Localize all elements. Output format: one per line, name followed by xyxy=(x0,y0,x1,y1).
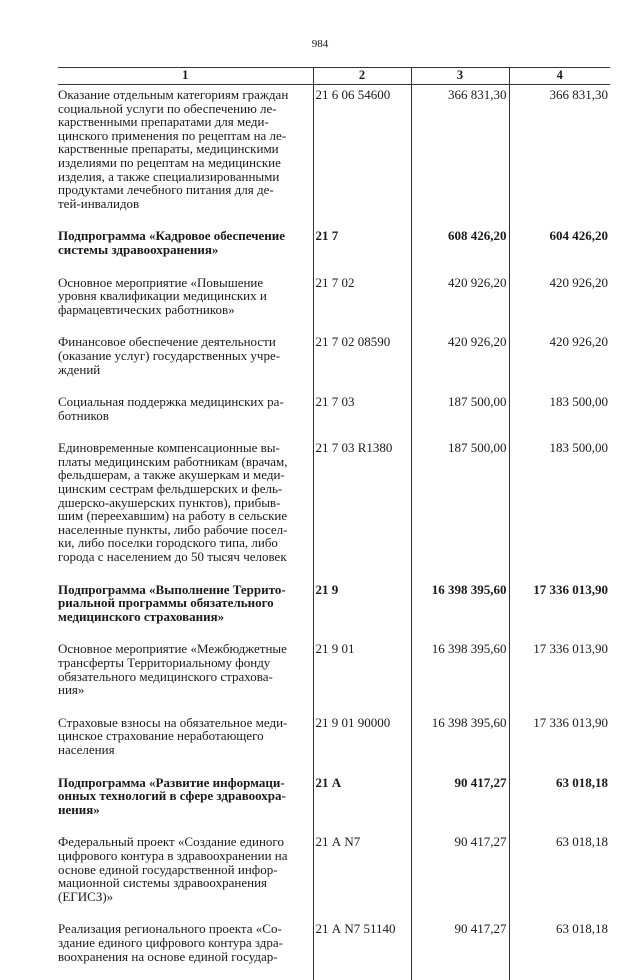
row-name-line: тей-инвалидов xyxy=(58,197,311,211)
row-amount-col4: 183 500,00 xyxy=(509,439,610,580)
row-name-line: (ЕГИСЗ)» xyxy=(58,890,311,904)
row-name-line: социальной услуги по обеспечению ле- xyxy=(58,102,311,116)
page-number: 984 xyxy=(0,38,640,50)
table-row xyxy=(58,85,610,228)
row-name-line: населения xyxy=(58,743,311,757)
row-amount-col4: 63 018,18 xyxy=(509,774,610,834)
row-amount-col4: 420 926,20 xyxy=(509,274,610,334)
row-name-line: фельдшерам, а также акушеркам и меди- xyxy=(58,468,311,482)
row-name-line: изделиями по рецептам на медицинские xyxy=(58,156,311,170)
row-name-line: изделия, а также специализированными xyxy=(58,170,311,184)
row-amount-col3: 420 926,20 xyxy=(411,333,509,393)
row-name-line: уровня квалификации медицинских и xyxy=(58,289,311,303)
row-name-line: системы здравоохранения» xyxy=(58,243,311,257)
header-col-3: 3 xyxy=(411,68,509,85)
header-col-1: 1 xyxy=(58,68,313,85)
row-code-cell: 21 7 02 08590 xyxy=(313,333,411,393)
row-name-line: Федеральный проект «Создание единого xyxy=(58,835,311,849)
row-name-line: ботников xyxy=(58,409,311,423)
row-code-cell: 21 9 01 xyxy=(313,640,411,713)
row-code-cell: 21 7 xyxy=(313,227,411,273)
row-amount-col4: 604 426,20 xyxy=(509,227,610,273)
budget-table xyxy=(58,67,610,980)
row-amount-col4: 17 336 013,90 xyxy=(509,581,610,641)
header-col-4: 4 xyxy=(509,68,610,85)
row-code-cell: 21 9 xyxy=(313,581,411,641)
row-amount-col4: 17 336 013,90 xyxy=(509,714,610,774)
table-row xyxy=(58,581,610,641)
row-name-line: Финансовое обеспечение деятельности xyxy=(58,335,311,349)
row-amount-col3: 187 500,00 xyxy=(411,439,509,580)
row-amount-col4: 63 018,18 xyxy=(509,920,610,980)
row-code-cell: 21 7 02 xyxy=(313,274,411,334)
table-row xyxy=(58,439,610,580)
row-amount-col4: 420 926,20 xyxy=(509,333,610,393)
row-name-cell xyxy=(58,774,313,834)
row-name-line: нения» xyxy=(58,803,311,817)
row-name-line: Подпрограмма «Развитие информаци- xyxy=(58,776,311,790)
row-amount-col3: 420 926,20 xyxy=(411,274,509,334)
row-name-line: онных технологий в сфере здравоохра- xyxy=(58,789,311,803)
row-name-line: продуктами лечебного питания для де- xyxy=(58,183,311,197)
row-name-line: цинским сестрам фельдшерских и фель- xyxy=(58,482,311,496)
row-name-line: города с населением до 50 тысяч человек xyxy=(58,550,311,564)
row-name-line: мационной системы здравоохранения xyxy=(58,876,311,890)
table-row xyxy=(58,774,610,834)
row-name-line: Основное мероприятие «Повышение xyxy=(58,276,311,290)
row-name-cell xyxy=(58,833,313,920)
row-amount-col3: 187 500,00 xyxy=(411,393,509,439)
row-code-cell: 21 7 03 R1380 xyxy=(313,439,411,580)
table-header-row xyxy=(58,68,610,85)
row-amount-col3: 90 417,27 xyxy=(411,774,509,834)
row-name-line: Основное мероприятие «Межбюджетные xyxy=(58,642,311,656)
row-name-line: цифрового контура в здравоохранении на xyxy=(58,849,311,863)
row-name-line: здание единого цифрового контура здра- xyxy=(58,936,311,950)
table-body xyxy=(58,85,610,980)
row-name-line: дшерско-акушерских пунктов), прибыв- xyxy=(58,496,311,510)
row-code-cell: 21 7 03 xyxy=(313,393,411,439)
row-name-cell xyxy=(58,85,313,228)
row-name-line: фармацевтических работников» xyxy=(58,303,311,317)
row-name-line: трансферты Территориальному фонду xyxy=(58,656,311,670)
header-col-2: 2 xyxy=(313,68,411,85)
row-code-cell: 21 6 06 54600 xyxy=(313,85,411,228)
table-row xyxy=(58,640,610,713)
table-row xyxy=(58,714,610,774)
row-name-line: ки, либо поселки городского типа, либо xyxy=(58,536,311,550)
table-row xyxy=(58,274,610,334)
row-name-line: риальной программы обязательного xyxy=(58,596,311,610)
row-name-line: Оказание отдельным категориям граждан xyxy=(58,88,311,102)
row-amount-col3: 16 398 395,60 xyxy=(411,714,509,774)
row-name-line: Страховые взносы на обязательное меди- xyxy=(58,716,311,730)
row-name-cell xyxy=(58,333,313,393)
row-name-cell xyxy=(58,581,313,641)
row-name-line: Реализация регионального проекта «Со- xyxy=(58,922,311,936)
row-code-cell: 21 9 01 90000 xyxy=(313,714,411,774)
row-name-line: шим (переехавшим) на работу в сельские xyxy=(58,509,311,523)
row-name-line: цинское страхование неработающего xyxy=(58,729,311,743)
table-row xyxy=(58,833,610,920)
row-amount-col4: 366 831,30 xyxy=(509,85,610,228)
row-amount-col3: 366 831,30 xyxy=(411,85,509,228)
row-name-line: ния» xyxy=(58,683,311,697)
row-code-cell: 21 А xyxy=(313,774,411,834)
row-name-line: Подпрограмма «Кадровое обеспечение xyxy=(58,229,311,243)
row-name-cell xyxy=(58,439,313,580)
row-amount-col3: 90 417,27 xyxy=(411,920,509,980)
row-name-cell xyxy=(58,920,313,980)
row-code-cell: 21 А N7 51140 xyxy=(313,920,411,980)
row-amount-col3: 16 398 395,60 xyxy=(411,640,509,713)
row-amount-col4: 183 500,00 xyxy=(509,393,610,439)
table-row xyxy=(58,393,610,439)
row-name-cell xyxy=(58,274,313,334)
row-name-line: карственные препараты, медицинскими xyxy=(58,142,311,156)
row-name-line: Единовременные компенсационные вы- xyxy=(58,441,311,455)
row-name-line: цинского применения по рецептам на ле- xyxy=(58,129,311,143)
row-name-cell xyxy=(58,714,313,774)
row-name-line: медицинского страхования» xyxy=(58,610,311,624)
row-amount-col4: 17 336 013,90 xyxy=(509,640,610,713)
row-name-cell xyxy=(58,227,313,273)
table-row xyxy=(58,920,610,980)
row-name-line: платы медицинским работникам (врачам, xyxy=(58,455,311,469)
row-amount-col4: 63 018,18 xyxy=(509,833,610,920)
row-amount-col3: 16 398 395,60 xyxy=(411,581,509,641)
row-name-line: ждений xyxy=(58,363,311,377)
row-name-line: (оказание услуг) государственных учре- xyxy=(58,349,311,363)
row-code-cell: 21 А N7 xyxy=(313,833,411,920)
row-name-line: Социальная поддержка медицинских ра- xyxy=(58,395,311,409)
row-name-cell xyxy=(58,393,313,439)
table-row xyxy=(58,333,610,393)
row-name-line: воохранения на основе единой государ- xyxy=(58,950,311,964)
row-amount-col3: 90 417,27 xyxy=(411,833,509,920)
row-name-line: основе единой государственной инфор- xyxy=(58,863,311,877)
row-name-line: обязательного медицинского страхова- xyxy=(58,670,311,684)
row-name-line: карственными препаратами для меди- xyxy=(58,115,311,129)
row-name-cell xyxy=(58,640,313,713)
table-row xyxy=(58,227,610,273)
row-amount-col3: 608 426,20 xyxy=(411,227,509,273)
row-name-line: Подпрограмма «Выполнение Террито- xyxy=(58,583,311,597)
row-name-line: населенные пункты, либо рабочие посел- xyxy=(58,523,311,537)
